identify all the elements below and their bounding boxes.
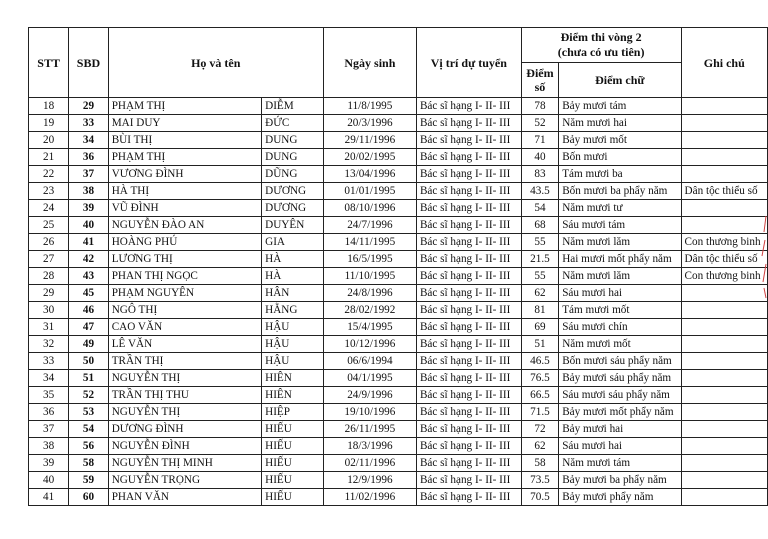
row-family-name: PHAN VĂN: [108, 489, 261, 506]
row-stt: 28: [29, 268, 69, 285]
row-given-name: HÀ: [262, 251, 324, 268]
row-given-name: DƯƠNG: [262, 183, 324, 200]
table-row: [29, 132, 768, 149]
row-stt: 41: [29, 489, 69, 506]
row-stt: 37: [29, 421, 69, 438]
row-note: [681, 98, 767, 115]
row-position: Bác sĩ hạng I- II- III: [416, 319, 521, 336]
row-family-name: HÀ THỊ: [108, 183, 261, 200]
row-note: Dân tộc thiểu số: [681, 251, 767, 268]
row-sbd: 60: [69, 489, 108, 506]
row-stt: 23: [29, 183, 69, 200]
table-row: [29, 438, 768, 455]
row-position: Bác sĩ hạng I- II- III: [416, 132, 521, 149]
table-row: [29, 183, 768, 200]
row-sbd: 43: [69, 268, 108, 285]
row-score-text: Bảy mươi sáu phẩy năm: [559, 370, 681, 387]
row-stt: 26: [29, 234, 69, 251]
row-stt: 32: [29, 336, 69, 353]
table-row: [29, 166, 768, 183]
row-score-text: Bảy mươi hai: [559, 421, 681, 438]
results-table: [28, 27, 768, 506]
row-sbd: 58: [69, 455, 108, 472]
results-sheet: [28, 27, 768, 506]
row-score-number: 55: [521, 268, 558, 285]
header-sbd: SBD: [69, 28, 108, 98]
row-score-text: Bốn mươi: [559, 149, 681, 166]
row-position: Bác sĩ hạng I- II- III: [416, 455, 521, 472]
row-family-name: NGUYỄN TRỌNG: [108, 472, 261, 489]
row-sbd: 40: [69, 217, 108, 234]
table-row: [29, 234, 768, 251]
row-score-number: 81: [521, 302, 558, 319]
row-score-text: Tám mươi ba: [559, 166, 681, 183]
row-position: Bác sĩ hạng I- II- III: [416, 285, 521, 302]
header-score-group: [521, 28, 681, 63]
row-score-text: Tám mươi mốt: [559, 302, 681, 319]
row-dob: 04/1/1995: [323, 370, 416, 387]
margin-pen-mark: [758, 212, 768, 302]
row-dob: 08/10/1996: [323, 200, 416, 217]
row-note: [681, 404, 767, 421]
table-row: [29, 472, 768, 489]
row-note: [681, 421, 767, 438]
row-dob: 11/8/1995: [323, 98, 416, 115]
row-given-name: GIA: [262, 234, 324, 251]
table-row: [29, 268, 768, 285]
row-score-text: Năm mươi hai: [559, 115, 681, 132]
row-note: [681, 336, 767, 353]
row-stt: 39: [29, 455, 69, 472]
row-stt: 22: [29, 166, 69, 183]
row-dob: 11/10/1995: [323, 268, 416, 285]
row-sbd: 45: [69, 285, 108, 302]
row-family-name: NGUYỄN THỊ MINH: [108, 455, 261, 472]
row-sbd: 39: [69, 200, 108, 217]
table-row: [29, 302, 768, 319]
row-family-name: VƯƠNG ĐÌNH: [108, 166, 261, 183]
row-stt: 35: [29, 387, 69, 404]
row-score-text: Năm mươi tư: [559, 200, 681, 217]
row-stt: 31: [29, 319, 69, 336]
row-score-number: 62: [521, 438, 558, 455]
row-sbd: 53: [69, 404, 108, 421]
row-family-name: VŨ ĐÌNH: [108, 200, 261, 217]
row-dob: 06/6/1994: [323, 353, 416, 370]
row-note: Con thương binh: [681, 268, 767, 285]
row-note: [681, 489, 767, 506]
row-score-number: 54: [521, 200, 558, 217]
row-sbd: 56: [69, 438, 108, 455]
row-position: Bác sĩ hạng I- II- III: [416, 404, 521, 421]
row-note: [681, 472, 767, 489]
table-row: [29, 353, 768, 370]
row-score-text: Bốn mươi sáu phẩy năm: [559, 353, 681, 370]
row-given-name: HIẾU: [262, 489, 324, 506]
row-note: [681, 319, 767, 336]
row-stt: 21: [29, 149, 69, 166]
row-given-name: ĐỨC: [262, 115, 324, 132]
row-given-name: DUNG: [262, 149, 324, 166]
row-sbd: 46: [69, 302, 108, 319]
row-dob: 24/9/1996: [323, 387, 416, 404]
row-sbd: 50: [69, 353, 108, 370]
row-dob: 10/12/1996: [323, 336, 416, 353]
row-family-name: NGÔ THỊ: [108, 302, 261, 319]
header-score-number: [521, 63, 558, 98]
row-note: [681, 387, 767, 404]
row-family-name: NGUYỄN THỊ: [108, 370, 261, 387]
table-row: [29, 387, 768, 404]
row-score-text: Bảy mươi mốt: [559, 132, 681, 149]
row-score-text: Năm mươi lăm: [559, 234, 681, 251]
row-stt: 25: [29, 217, 69, 234]
row-note: [681, 115, 767, 132]
table-row: [29, 455, 768, 472]
row-note: [681, 285, 767, 302]
row-given-name: DUNG: [262, 132, 324, 149]
row-score-number: 72: [521, 421, 558, 438]
row-stt: 20: [29, 132, 69, 149]
row-note: Con thương binh: [681, 234, 767, 251]
row-note: [681, 200, 767, 217]
row-score-number: 76.5: [521, 370, 558, 387]
row-given-name: HẬU: [262, 353, 324, 370]
row-sbd: 34: [69, 132, 108, 149]
row-score-text: Hai mươi mốt phẩy năm: [559, 251, 681, 268]
row-dob: 28/02/1992: [323, 302, 416, 319]
row-score-text: Năm mươi mốt: [559, 336, 681, 353]
table-row: [29, 319, 768, 336]
row-score-text: Bảy mươi phẩy năm: [559, 489, 681, 506]
row-family-name: LÊ VĂN: [108, 336, 261, 353]
row-score-number: 71.5: [521, 404, 558, 421]
table-row: [29, 370, 768, 387]
row-score-number: 66.5: [521, 387, 558, 404]
header-score-number-line2: số: [534, 80, 546, 94]
row-family-name: NGUYỄN ĐÌNH: [108, 438, 261, 455]
row-position: Bác sĩ hạng I- II- III: [416, 115, 521, 132]
row-given-name: DIỄM: [262, 98, 324, 115]
row-stt: 38: [29, 438, 69, 455]
row-score-text: Sáu mươi sáu phẩy năm: [559, 387, 681, 404]
header-stt: STT: [29, 28, 69, 98]
row-family-name: PHẠM NGUYÊN: [108, 285, 261, 302]
row-stt: 19: [29, 115, 69, 132]
row-given-name: HIẾU: [262, 438, 324, 455]
row-sbd: 33: [69, 115, 108, 132]
header-dob: Ngày sinh: [323, 28, 416, 98]
row-family-name: NGUYỄN THỊ: [108, 404, 261, 421]
header-position: Vị trí dự tuyển: [416, 28, 521, 98]
table-row: [29, 115, 768, 132]
row-given-name: HIẾU: [262, 455, 324, 472]
table-row: [29, 251, 768, 268]
row-note: [681, 166, 767, 183]
row-stt: 29: [29, 285, 69, 302]
row-sbd: 29: [69, 98, 108, 115]
row-score-text: Bảy mươi ba phẩy năm: [559, 472, 681, 489]
header-score-group-title: Điểm thi vòng 2: [560, 30, 642, 44]
row-given-name: HẬU: [262, 336, 324, 353]
row-note: [681, 132, 767, 149]
row-score-text: Sáu mươi tám: [559, 217, 681, 234]
row-score-number: 68: [521, 217, 558, 234]
row-given-name: DƯƠNG: [262, 200, 324, 217]
row-position: Bác sĩ hạng I- II- III: [416, 268, 521, 285]
row-score-text: Năm mươi tám: [559, 455, 681, 472]
row-dob: 14/11/1995: [323, 234, 416, 251]
row-family-name: NGUYỄN ĐÀO AN: [108, 217, 261, 234]
row-score-number: 51: [521, 336, 558, 353]
row-note: [681, 455, 767, 472]
row-position: Bác sĩ hạng I- II- III: [416, 149, 521, 166]
table-row: [29, 336, 768, 353]
row-family-name: PHẠM THỊ: [108, 149, 261, 166]
header-score-number-line1: Điểm: [526, 66, 554, 80]
row-family-name: DƯƠNG ĐÌNH: [108, 421, 261, 438]
row-dob: 18/3/1996: [323, 438, 416, 455]
row-dob: 16/5/1995: [323, 251, 416, 268]
row-note: [681, 302, 767, 319]
row-given-name: HÂN: [262, 285, 324, 302]
row-family-name: LƯƠNG THỊ: [108, 251, 261, 268]
row-score-number: 62: [521, 285, 558, 302]
row-given-name: HÀ: [262, 268, 324, 285]
row-position: Bác sĩ hạng I- II- III: [416, 353, 521, 370]
row-score-number: 69: [521, 319, 558, 336]
row-position: Bác sĩ hạng I- II- III: [416, 166, 521, 183]
row-given-name: HẬU: [262, 319, 324, 336]
row-sbd: 52: [69, 387, 108, 404]
row-score-text: Bảy mươi mốt phẩy năm: [559, 404, 681, 421]
row-given-name: DŨNG: [262, 166, 324, 183]
row-given-name: HIỆP: [262, 404, 324, 421]
row-position: Bác sĩ hạng I- II- III: [416, 489, 521, 506]
row-score-number: 43.5: [521, 183, 558, 200]
row-position: Bác sĩ hạng I- II- III: [416, 98, 521, 115]
row-score-number: 71: [521, 132, 558, 149]
row-position: Bác sĩ hạng I- II- III: [416, 200, 521, 217]
row-family-name: TRẦN THỊ THU: [108, 387, 261, 404]
row-sbd: 51: [69, 370, 108, 387]
row-score-number: 46.5: [521, 353, 558, 370]
row-dob: 15/4/1995: [323, 319, 416, 336]
row-stt: 27: [29, 251, 69, 268]
row-score-number: 58: [521, 455, 558, 472]
row-position: Bác sĩ hạng I- II- III: [416, 438, 521, 455]
row-score-text: Sáu mươi hai: [559, 438, 681, 455]
row-family-name: TRẦN THỊ: [108, 353, 261, 370]
row-position: Bác sĩ hạng I- II- III: [416, 387, 521, 404]
row-note: [681, 370, 767, 387]
row-stt: 30: [29, 302, 69, 319]
row-sbd: 38: [69, 183, 108, 200]
table-row: [29, 98, 768, 115]
row-family-name: BÙI THỊ: [108, 132, 261, 149]
row-sbd: 54: [69, 421, 108, 438]
row-sbd: 47: [69, 319, 108, 336]
row-given-name: HIÊN: [262, 370, 324, 387]
row-note: Dân tộc thiểu số: [681, 183, 767, 200]
row-given-name: HIẾU: [262, 421, 324, 438]
header-name: Họ và tên: [108, 28, 323, 98]
table-row: [29, 404, 768, 421]
row-note: [681, 438, 767, 455]
table-row: [29, 149, 768, 166]
row-score-number: 55: [521, 234, 558, 251]
row-stt: 34: [29, 370, 69, 387]
row-dob: 29/11/1996: [323, 132, 416, 149]
row-stt: 40: [29, 472, 69, 489]
row-stt: 33: [29, 353, 69, 370]
table-row: [29, 200, 768, 217]
row-dob: 26/11/1995: [323, 421, 416, 438]
row-sbd: 49: [69, 336, 108, 353]
table-row: [29, 489, 768, 506]
header-score-text: Điểm chữ: [559, 63, 681, 98]
row-sbd: 59: [69, 472, 108, 489]
row-score-number: 78: [521, 98, 558, 115]
table-body: [29, 98, 768, 506]
row-position: Bác sĩ hạng I- II- III: [416, 370, 521, 387]
row-given-name: DUYÊN: [262, 217, 324, 234]
row-stt: 24: [29, 200, 69, 217]
row-family-name: PHAN THỊ NGỌC: [108, 268, 261, 285]
row-sbd: 41: [69, 234, 108, 251]
row-score-number: 83: [521, 166, 558, 183]
row-position: Bác sĩ hạng I- II- III: [416, 234, 521, 251]
row-stt: 18: [29, 98, 69, 115]
row-dob: 24/7/1996: [323, 217, 416, 234]
row-given-name: HIÊN: [262, 387, 324, 404]
row-position: Bác sĩ hạng I- II- III: [416, 183, 521, 200]
row-score-number: 70.5: [521, 489, 558, 506]
row-given-name: HIẾU: [262, 472, 324, 489]
row-note: [681, 353, 767, 370]
row-given-name: HẰNG: [262, 302, 324, 319]
row-family-name: HOÀNG PHÚ: [108, 234, 261, 251]
row-sbd: 42: [69, 251, 108, 268]
row-position: Bác sĩ hạng I- II- III: [416, 421, 521, 438]
row-family-name: CAO VĂN: [108, 319, 261, 336]
header-score-group-subtitle: (chưa có ưu tiên): [557, 45, 645, 59]
row-dob: 01/01/1995: [323, 183, 416, 200]
row-score-number: 52: [521, 115, 558, 132]
row-score-number: 73.5: [521, 472, 558, 489]
row-sbd: 36: [69, 149, 108, 166]
row-stt: 36: [29, 404, 69, 421]
row-position: Bác sĩ hạng I- II- III: [416, 302, 521, 319]
row-sbd: 37: [69, 166, 108, 183]
row-position: Bác sĩ hạng I- II- III: [416, 251, 521, 268]
row-position: Bác sĩ hạng I- II- III: [416, 336, 521, 353]
row-dob: 19/10/1996: [323, 404, 416, 421]
row-dob: 02/11/1996: [323, 455, 416, 472]
row-score-text: Bảy mươi tám: [559, 98, 681, 115]
row-dob: 13/04/1996: [323, 166, 416, 183]
header-note: Ghi chú: [681, 28, 767, 98]
table-row: [29, 285, 768, 302]
row-score-number: 40: [521, 149, 558, 166]
table-row: [29, 421, 768, 438]
row-score-number: 21.5: [521, 251, 558, 268]
row-score-text: Sáu mươi hai: [559, 285, 681, 302]
row-score-text: Năm mươi lăm: [559, 268, 681, 285]
row-position: Bác sĩ hạng I- II- III: [416, 217, 521, 234]
row-note: [681, 217, 767, 234]
row-dob: 20/3/1996: [323, 115, 416, 132]
row-position: Bác sĩ hạng I- II- III: [416, 472, 521, 489]
row-family-name: MAI DUY: [108, 115, 261, 132]
row-dob: 12/9/1996: [323, 472, 416, 489]
table-row: [29, 217, 768, 234]
row-score-text: Sáu mươi chín: [559, 319, 681, 336]
row-score-text: Bốn mươi ba phẩy năm: [559, 183, 681, 200]
row-dob: 24/8/1996: [323, 285, 416, 302]
row-family-name: PHẠM THỊ: [108, 98, 261, 115]
row-dob: 20/02/1995: [323, 149, 416, 166]
row-dob: 11/02/1996: [323, 489, 416, 506]
row-note: [681, 149, 767, 166]
